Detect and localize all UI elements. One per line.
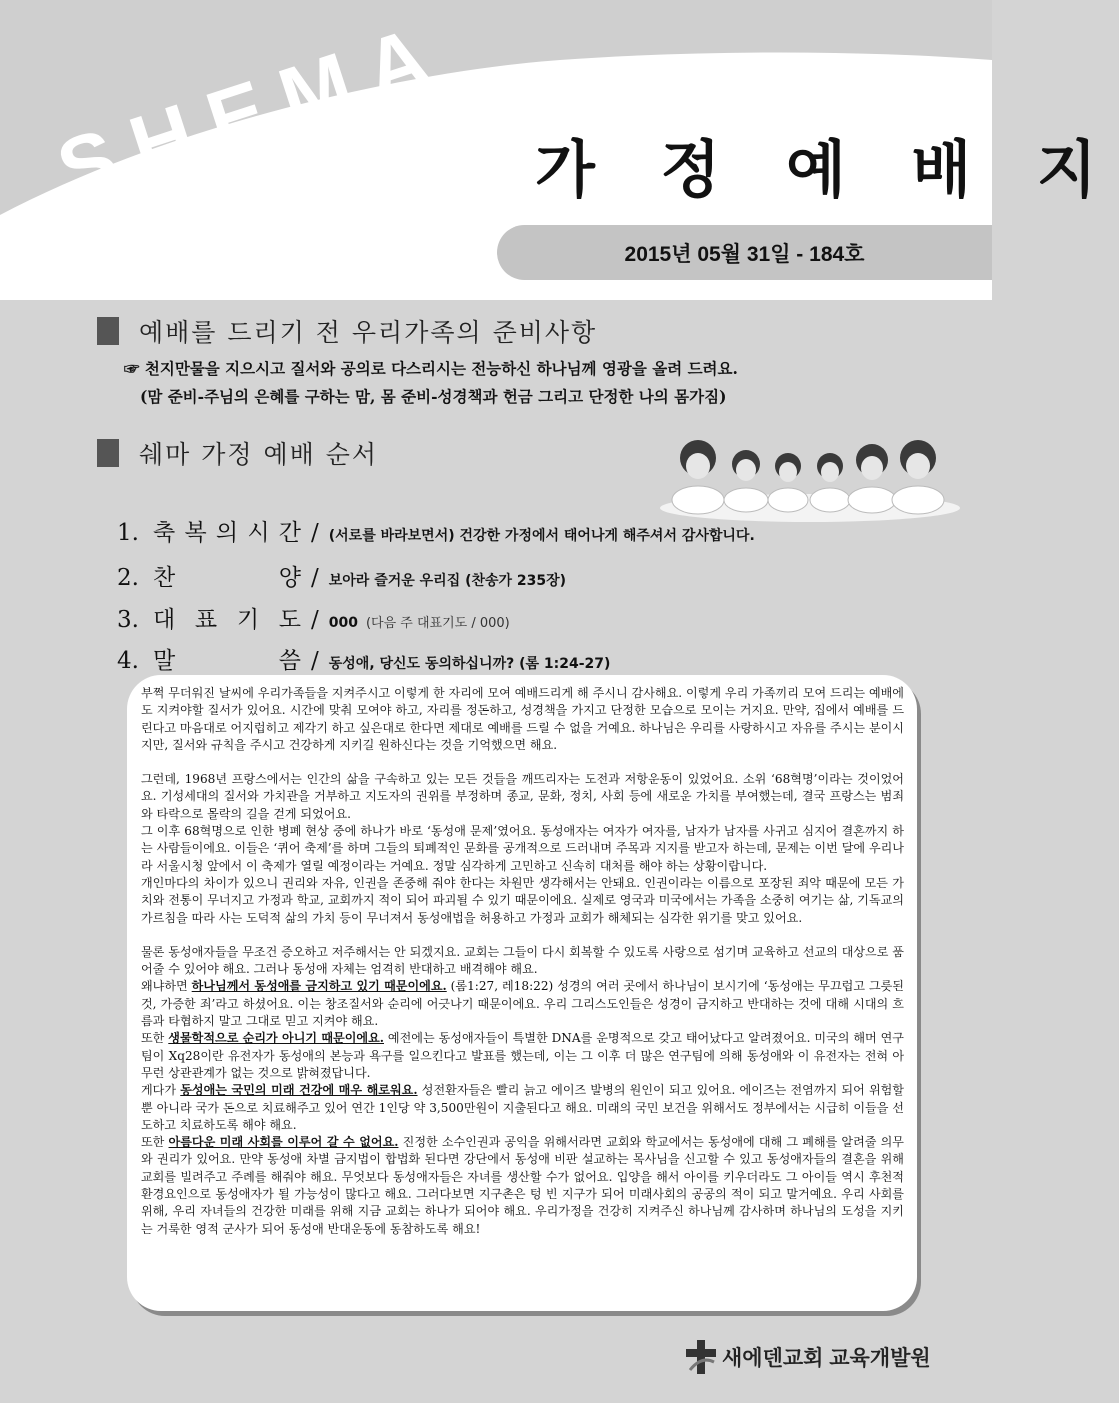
order-number: 1.	[117, 520, 139, 546]
preparation-line-1: ☞ 천지만물을 지으시고 질서와 공의로 다스리시는 전능하신 하나님께 영광을 올려 드려요.	[124, 359, 738, 378]
section-heading-order	[97, 438, 378, 468]
sermon-paragraph: 부쩍 무더워진 날씨에 우리가족들을 지켜주시고 이렇게 한 자리에 모여 예배드리게 해 주시니 감사해요. 이렇게 우리 가족끼리 모여 드리는 예배에도 지켜야할 질서가 있어요. 시간에 맞춰 모여야 하고, 자리를 정돈하고, 성경책을 가지고 단정한 모습으로 모이는 거지요. 만약, 집에서 예배를 드린다고 마음대로 어지럽히고 제각기 하고 싶은대로 한다면 제대로 예배를 드릴 수 없을 거예요. 하나님은 우리를 사랑하시고 자유를 주시는 분이시지만, 질서와 규칙을 주시고 건강하게 지키길 원하신다는 것을 기억했으면 해요.	[141, 686, 904, 752]
order-number: 3.	[117, 607, 139, 633]
worship-order-item: 4. 말 씀 / 동성애, 당신도 동의하십니까? (롬 1:24-27)	[117, 642, 610, 675]
sermon-paragraph: 그 이후 68혁명으로 인한 병폐 현상 중에 하나가 바로 ‘동성애 문제’였어요. 동성애자는 여자가 여자를, 남자가 남자를 사귀고 심지어 결혼까지 하는 사람들이에요. 이들은 ‘퀴어 축제’를 하며 그들의 퇴폐적인 문화를 공개적으로 드러내며 주목과 지지를 받고자 하는데, 문제는 이번 달에 우리나라 서울시청 앞에서 이 축제가 열릴 예정이라는 거예요. 정말 심각하게 고민하고 신속히 대처를 해야 하는 상황이랍니다.	[141, 824, 904, 873]
emphasis-text: 생물학적으로 순리가 아니기 때문이에요.	[168, 1031, 384, 1046]
date-issue: 2015년 05월 31일 - 184호	[624, 243, 865, 266]
worship-order-item: 2. 찬 양 / 보아라 즐거운 우리집 (찬송가 235장)	[117, 559, 566, 592]
emphasis-text: 아름다운 미래 사회를 이루어 갈 수 없어요.	[168, 1135, 399, 1150]
sermon-paragraph: 개인마다의 차이가 있으니 권리와 자유, 인권을 존중해 줘야 한다는 차원만 생각해서는 안돼요. 인권이라는 이름으로 포장된 죄악 때문에 모든 가치와 전통이 무너지고 가정과 학교, 교회까지 적이 되어 파괴될 수 있기 때문이에요. 실제로 영국과 미국에서는 가족을 소중히 여기는 삶, 기독교의 가르침을 따라 사는 도덕적 삶의 가치 등이 무너져서 동성애법을 허용하고 가정과 교회가 해체되는 심각한 위기를 맞고 있어요.	[141, 875, 904, 925]
order-number: 4.	[117, 648, 139, 674]
order-label: 대 표 기 도	[153, 607, 301, 633]
watermark-text: SHEMA	[46, 3, 460, 218]
org-name: 새에덴교회 교육개발원	[722, 1347, 931, 1370]
order-number: 2.	[117, 565, 139, 591]
order-content: 동성애, 당신도 동의하십니까? (롬 1:24-27)	[328, 656, 611, 672]
section-title: 쉐마 가정 예배 순서	[139, 440, 379, 469]
order-label: 축 복 의 시 간	[153, 520, 301, 546]
order-note: (다음 주 대표기도 / 000)	[365, 616, 510, 631]
order-label: 찬 양	[153, 565, 301, 591]
sermon-paragraph: 왜냐하면 하나님께서 동성애를 금지하고 있기 때문이에요. (롬1:27, 레18:22) 성경의 여러 곳에서 하나님이 보시기에 ‘동성애는 무끄럽고 그릇된 것, 가증한 죄’라고 하셨어요. 이는 창조질서와 순리에 어긋나기 때문이에요. 우리 그리스도인들은 성경이 금지하고 반대하는 것에 대해 시대의 흐름과 타협하지 말고 그대로 믿고 지켜야 해요.	[141, 979, 904, 1029]
section-marker	[97, 317, 119, 345]
worship-order-item: 1. 축 복 의 시 간 / (서로를 바라보면서) 건강한 가정에서 태어나게 해주셔서 감사합니다.	[117, 514, 755, 547]
date-banner	[497, 225, 992, 280]
section-marker	[97, 439, 119, 467]
order-content: (서로를 바라보면서) 건강한 가정에서 태어나게 해주셔서 감사합니다.	[328, 528, 755, 544]
emphasis-text: 하나님께서 동성애를 금지하고 있기 때문이에요.	[191, 979, 447, 994]
page-title: 가 정 예 배 지	[535, 133, 1119, 206]
emphasis-text: 동성애는 국민의 미래 건강에 매우 해로워요.	[180, 1083, 418, 1098]
preparation-line-2: (맘 준비-주님의 은혜를 구하는 맘, 몸 준비-성경책과 헌금 그리고 단정한 나의 몸가짐)	[140, 387, 727, 406]
order-content: 보아라 즐거운 우리집 (찬송가 235장)	[328, 573, 567, 589]
section-title: 예배를 드리기 전 우리가족의 준비사항	[139, 318, 598, 347]
sermon-paragraph: 그런데, 1968년 프랑스에서는 인간의 삶을 구속하고 있는 모든 것들을 깨뜨리자는 도전과 저항운동이 있었어요. 소위 ‘68혁명’이라는 것이었어요. 기성세대의 질서와 가치관을 거부하고 지도자의 권위를 부정하며 종교, 문화, 정치, 사회 등에 새로운 가치를 부여했는데, 결국 프랑스는 범죄와 타락으로 몰락의 길을 걷게 되었어요.	[141, 772, 904, 821]
family-photo	[660, 428, 960, 520]
worship-order-item: 3. 대 표 기 도 / 000 (다음 주 대표기도 / 000)	[117, 601, 510, 634]
cross-icon	[686, 1340, 716, 1374]
order-content: 000	[328, 615, 358, 631]
sermon-paragraph: 물론 동성애자들을 무조건 증오하고 저주해서는 안 되겠지요. 교회는 그들이 다시 회복할 수 있도록 사랑으로 섬기며 교육하고 선교의 대상으로 품어줄 수 있어야 해요. 그러나 동성애 자체는 엄격히 반대하고 배격해야 해요.	[141, 944, 904, 977]
org-logo	[686, 1340, 931, 1374]
sermon-paragraph: 게다가 동성애는 국민의 미래 건강에 매우 해로워요. 성전환자들은 빨리 늙고 에이즈 발병의 원인이 되고 있어요. 에이즈는 전염까지 되어 위험할 뿐 아니라 국가 돈으로 치료해주고 있어 연간 1인당 약 3,500만원이 지출된다고 해요. 미래의 국민 보건을 위해서도 정부에서는 시급히 이들을 선도하고 치료하도록 해야 해요.	[141, 1083, 904, 1132]
sermon-paragraph: 또한 생물학적으로 순리가 아니기 때문이에요. 예전에는 동성애자들이 특별한 DNA를 운명적으로 갖고 태어났다고 알려졌어요. 미국의 해머 연구팀이 Xq28이란 유전자가 동성애의 본능과 욕구를 일으킨다고 발표를 했는데, 이는 그 이후 더 많은 연구팀에 의해 동성애와 이 유전자는 전혀 아무런 상관관계가 없는 것으로 밝혀졌답니다.	[141, 1031, 904, 1080]
section-heading-preparation	[97, 316, 597, 346]
sermon-box	[127, 675, 917, 1311]
sermon-text	[141, 685, 904, 1238]
sermon-paragraph: 또한 아름다운 미래 사회를 이루어 갈 수 없어요. 진정한 소수인권과 공익을 위해서라면 교회와 학교에서는 동성애에 대해 그 폐해를 알려줄 의무와 권리가 있어요. 만약 동성애 차별 금지법이 합법화 된다면 강단에서 동성애 비판 설교하는 목사님을 신고할 수 있고 동성애자들의 결혼을 위해 교회를 빌려주고 주례를 해줘야 해요. 무엇보다 동성애자들은 자녀를 생산할 수가 없어요. 입양을 해서 아이를 키우더라도 그 아이들 역시 후천적 환경요인으로 동성애자가 될 가능성이 많다고 해요. 그러다보면 지구촌은 텅 빈 지구가 되어 미래사회의 공공의 적이 되고 말거예요. 우리 사회를 위해, 우리 자녀들의 건강한 미래를 위해 지금 교회는 하나가 되어야 해요. 우리가정을 건강히 지켜주신 하나님께 감사하며 하나님의 도성을 지키는 거룩한 영적 군사가 되어 동성애 반대운동에 동참하도록 해요!	[141, 1135, 904, 1236]
order-label: 말 씀	[153, 648, 301, 674]
